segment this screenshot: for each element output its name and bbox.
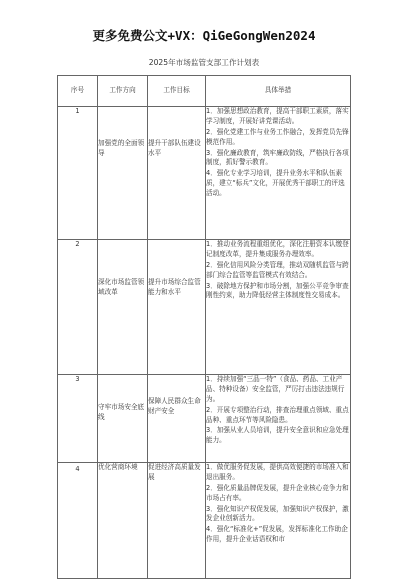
row-direction: [98, 375, 148, 463]
measure-item: 4．强化“标准化+”促发展，发挥标准化工作助企作用，提升企业话语权和市: [206, 525, 348, 544]
promo-banner: 更多免费公文+VX：QiGeGongWen2024: [92, 28, 316, 43]
row-direction: [98, 240, 148, 375]
document-title: 2025年市场监管支部工作计划表: [148, 58, 260, 67]
measure-item: 2．开展专项整治行动，排查治理重点领域、重点品种、重点环节等风险隐患。: [206, 405, 349, 424]
row-direction-text: 深化市场监管领域改革: [98, 278, 145, 296]
row-goal: [148, 240, 206, 375]
table-row: [58, 107, 351, 240]
row-measures: [206, 375, 351, 463]
row-direction-text: 加强党的全面领导: [98, 139, 145, 157]
work-plan-table: [57, 75, 351, 579]
row-no: 4: [58, 463, 98, 579]
row-direction-text: 守牢市场安全底线: [98, 403, 145, 421]
header-direction: 工作方向: [98, 76, 148, 107]
measure-item: 1．做优服务促发展，提供高效便捷的市场准入和退出服务。: [206, 463, 349, 481]
measure-item: 2．强化质量品牌促发展，提升企业核心竞争力和市场占有率。: [206, 483, 349, 502]
row-no: 2: [58, 240, 98, 375]
table-row: [58, 375, 351, 463]
row-measures: [206, 240, 351, 375]
table-row: [58, 463, 351, 579]
measure-item: 3．破除地方保护和市场分割，加强公平竞争审查刚性约束，助力降低经营主体制度性交易成本。: [206, 281, 349, 300]
measure-item: 3．加强从业人员培训，提升安全意识和应急处理能力。: [206, 426, 349, 445]
row-goal: [148, 463, 206, 579]
row-no: 1: [58, 107, 98, 240]
row-no: 3: [58, 375, 98, 463]
table-header-row: [58, 76, 351, 107]
measure-item: 2．强化信用风险分类管理，推动双随机监管与跨部门综合监管等监管模式有效结合。: [206, 260, 349, 279]
row-measures: [206, 463, 351, 579]
row-direction: [98, 107, 148, 240]
row-goal-text: 提升市场综合监管能力和水平: [148, 278, 201, 296]
row-direction: [98, 463, 148, 579]
row-goal-text: 提升干部队伍建设水平: [148, 139, 201, 157]
row-goal: [148, 375, 206, 463]
measure-item: 2．强化党建工作与业务工作融合，发挥党员先锋模范作用。: [206, 127, 349, 146]
measure-item: 3．强化廉政教育，筑牢廉政防线，严格执行各项制度，抓好警示教育。: [206, 148, 349, 167]
header-no: 序号: [58, 76, 98, 107]
measure-item: 3．强化知识产权促发展，加强知识产权保护，激发企业创新活力。: [206, 504, 349, 523]
row-goal-text: 保障人民群众生命财产安全: [148, 397, 201, 415]
table-row: [58, 240, 351, 375]
measure-item: 1．加强思想政治教育，提高干部职工素质，落实学习制度，开展好讲党课活动。: [206, 107, 349, 125]
header-measures: 具体举措: [206, 76, 351, 107]
row-goal-text: 促进经济高质量发展: [148, 463, 201, 481]
row-measures: [206, 107, 351, 240]
row-direction-text: 优化营商环境: [98, 463, 138, 471]
measure-item: 1．持续加强“三品一特”（食品、药品、工业产品、特种设备）安全监管，严厉打击违法违规行为。: [206, 375, 345, 403]
measure-item: 4．强化专业学习培训，提升业务水平和队伍素质，建立“标兵”文化，开展优秀干部职工的评选活动。: [206, 169, 345, 198]
header-goal: 工作目标: [148, 76, 206, 107]
measure-item: 1．推动业务流程重组优化，深化注册资本认缴登记制度改革，提升集成服务办理效率。: [206, 240, 349, 258]
row-goal: [148, 107, 206, 240]
